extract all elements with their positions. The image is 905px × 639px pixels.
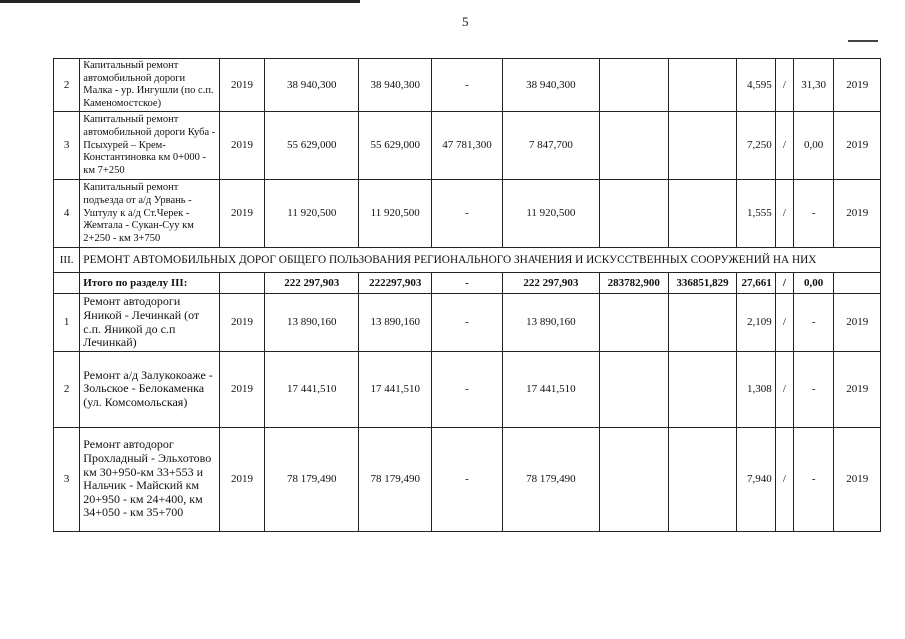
empty-cell — [599, 427, 668, 531]
regional-cell: 11 920,500 — [502, 180, 599, 248]
slash-cell: / — [775, 180, 793, 248]
year-cell: 2019 — [219, 294, 264, 351]
federal-cell: - — [432, 351, 503, 427]
extra-cell — [599, 180, 668, 248]
empty-cell — [599, 294, 668, 351]
page-number: 5 — [462, 14, 469, 29]
cost-cell: 78 179,490 — [359, 427, 432, 531]
regional-cell: 7 847,700 — [502, 112, 599, 180]
cost-cell: 11 920,500 — [359, 180, 432, 248]
cost-cell: 55 629,000 — [359, 112, 432, 180]
length2-cell: - — [793, 351, 833, 427]
subtotal-cost-total: 222 297,903 — [265, 273, 359, 294]
extra-cell — [668, 112, 737, 180]
table-row — [54, 180, 881, 248]
road-name: Ремонт автодороги Яникой - Лечинкай (от с.п. Яникой до с.п Лечинкай) — [80, 294, 220, 351]
subtotal-row — [54, 273, 881, 294]
empty-cell — [54, 273, 80, 294]
road-name: Капитальный ремонт автомобильной дороги Малка - ур. Ингушли (по с.п. Каменомостское) — [80, 59, 220, 112]
length-cell: 7,250 — [737, 112, 775, 180]
empty-cell — [668, 351, 737, 427]
length-cell: 1,555 — [737, 180, 775, 248]
length2-cell: - — [793, 294, 833, 351]
extra-cell — [599, 112, 668, 180]
road-name: Ремонт а/д Залукокоаже - Зольское - Белокаменка (ул. Комсомольская) — [80, 351, 220, 427]
section-number: III. — [54, 248, 80, 273]
road-name: Капитальный ремонт автомобильной дороги Куба - Псыхурей – Крем-Константиновка км 0+000 - км 7+250 — [80, 112, 220, 180]
cost-total-cell: 11 920,500 — [265, 180, 359, 248]
end-year-cell: 2019 — [834, 180, 881, 248]
subtotal-cost: 222297,903 — [359, 273, 432, 294]
table-row — [54, 351, 881, 427]
table-row — [54, 59, 881, 112]
year-cell: 2019 — [219, 427, 264, 531]
road-works-table — [53, 58, 881, 532]
slash-cell: / — [775, 427, 793, 531]
empty-cell — [599, 351, 668, 427]
empty-cell — [668, 427, 737, 531]
subtotal-federal: - — [432, 273, 503, 294]
regional-cell: 38 940,300 — [502, 59, 599, 112]
cost-cell: 13 890,160 — [359, 294, 432, 351]
scan-edge-mark — [0, 0, 360, 3]
road-name: Капитальный ремонт подъезда от а/д Урвань - Уштулу к а/д Ст.Черек - Жемтала - Сукан-Суу км 2+250 - км 3+750 — [80, 180, 220, 248]
subtotal-regional: 222 297,903 — [502, 273, 599, 294]
empty-cell — [668, 294, 737, 351]
section-heading-row — [54, 248, 881, 273]
cost-cell: 17 441,510 — [359, 351, 432, 427]
length-cell: 7,940 — [737, 427, 775, 531]
end-year-cell: 2019 — [834, 294, 881, 351]
row-number: 3 — [54, 427, 80, 531]
slash-cell: / — [775, 59, 793, 112]
empty-cell — [834, 273, 881, 294]
cost-total-cell: 78 179,490 — [265, 427, 359, 531]
road-name: Ремонт автодорог Прохладный - Эльхотово км 30+950-км 33+553 и Нальчик - Майский км 20+950 - км 24+400, км 34+050 - км 35+700 — [80, 427, 220, 531]
federal-cell: 47 781,300 — [432, 112, 503, 180]
cost-total-cell: 13 890,160 — [265, 294, 359, 351]
extra-cell — [668, 180, 737, 248]
regional-cell: 13 890,160 — [502, 294, 599, 351]
end-year-cell: 2019 — [834, 112, 881, 180]
slash-cell: / — [775, 351, 793, 427]
length-cell: 1,308 — [737, 351, 775, 427]
row-number: 1 — [54, 294, 80, 351]
federal-cell: - — [432, 180, 503, 248]
cost-total-cell: 38 940,300 — [265, 59, 359, 112]
end-year-cell: 2019 — [834, 427, 881, 531]
subtotal-length: 27,661 — [737, 273, 775, 294]
cost-total-cell: 17 441,510 — [265, 351, 359, 427]
empty-cell — [219, 273, 264, 294]
year-cell: 2019 — [219, 180, 264, 248]
subtotal-label: Итого по разделу III: — [80, 273, 220, 294]
length2-cell: - — [793, 180, 833, 248]
length2-cell: 0,00 — [793, 112, 833, 180]
scan-dot-mark — [848, 40, 878, 42]
row-number: 2 — [54, 351, 80, 427]
subtotal-slash: / — [775, 273, 793, 294]
section-title: РЕМОНТ АВТОМОБИЛЬНЫХ ДОРОГ ОБЩЕГО ПОЛЬЗОВАНИЯ РЕГИОНАЛЬНОГО ЗНАЧЕНИЯ И ИСКУССТВЕННЫХ СООРУЖЕНИЙ НА НИХ — [80, 248, 881, 273]
subtotal-extra1: 283782,900 — [599, 273, 668, 294]
length2-cell: 31,30 — [793, 59, 833, 112]
length2-cell: - — [793, 427, 833, 531]
end-year-cell: 2019 — [834, 59, 881, 112]
extra-cell — [599, 59, 668, 112]
cost-total-cell: 55 629,000 — [265, 112, 359, 180]
federal-cell: - — [432, 59, 503, 112]
regional-cell: 78 179,490 — [502, 427, 599, 531]
slash-cell: / — [775, 294, 793, 351]
subtotal-length2: 0,00 — [793, 273, 833, 294]
federal-cell: - — [432, 427, 503, 531]
year-cell: 2019 — [219, 59, 264, 112]
row-number: 2 — [54, 59, 80, 112]
row-number: 4 — [54, 180, 80, 248]
regional-cell: 17 441,510 — [502, 351, 599, 427]
extra-cell — [668, 59, 737, 112]
slash-cell: / — [775, 112, 793, 180]
length-cell: 2,109 — [737, 294, 775, 351]
year-cell: 2019 — [219, 112, 264, 180]
table-row — [54, 427, 881, 531]
length-cell: 4,595 — [737, 59, 775, 112]
cost-cell: 38 940,300 — [359, 59, 432, 112]
subtotal-extra2: 336851,829 — [668, 273, 737, 294]
year-cell: 2019 — [219, 351, 264, 427]
row-number: 3 — [54, 112, 80, 180]
table-row — [54, 294, 881, 351]
federal-cell: - — [432, 294, 503, 351]
end-year-cell: 2019 — [834, 351, 881, 427]
table-row — [54, 112, 881, 180]
